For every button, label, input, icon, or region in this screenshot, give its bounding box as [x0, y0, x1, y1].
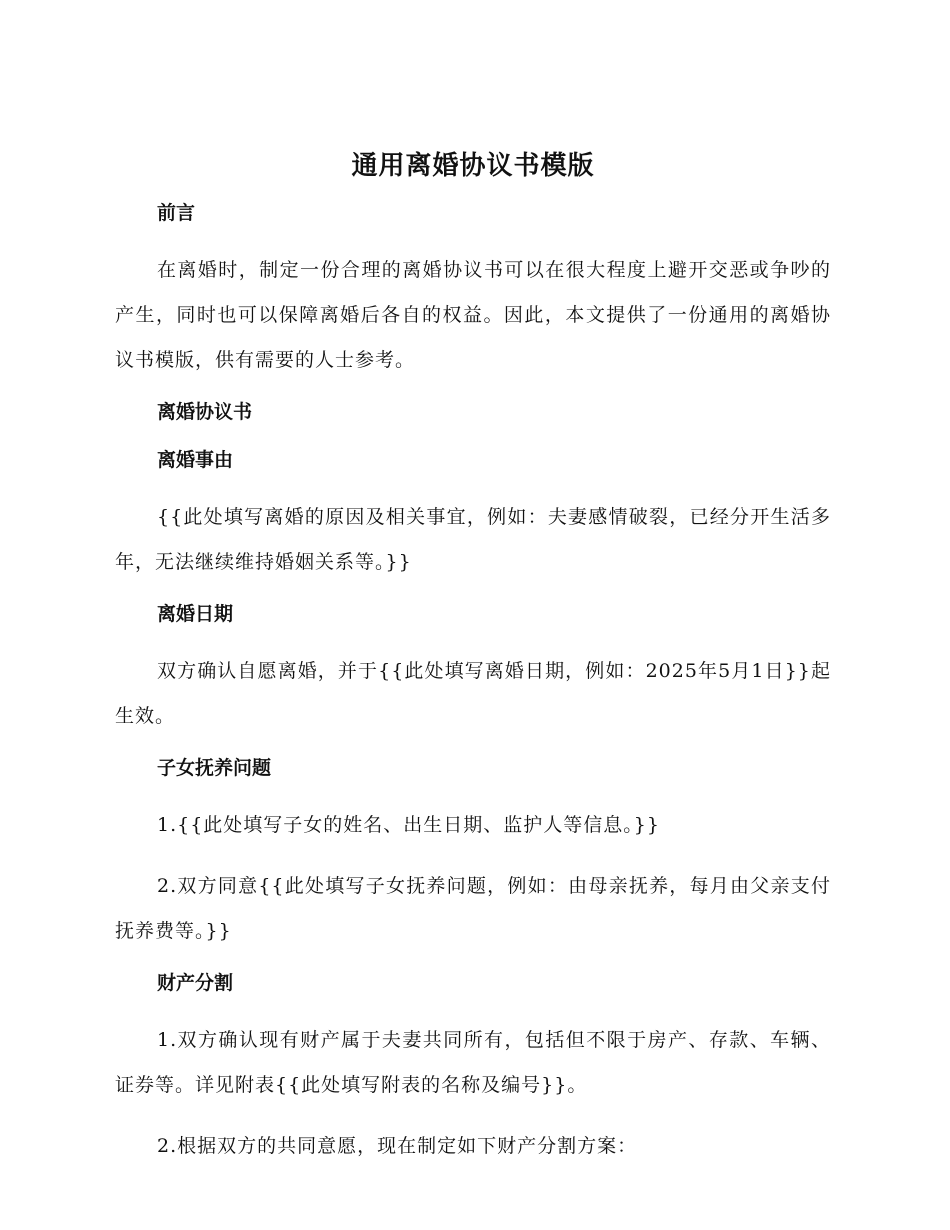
property-item-1: 1.双方确认现有财产属于夫妻共同所有，包括但不限于房产、存款、车辆、证券等。详见附表{{此处填写附表的名称及编号}}。 — [115, 1029, 831, 1096]
section-heading-child-custody: 子女抚养问题 — [157, 757, 272, 779]
document-title: 通用离婚协议书模版 — [351, 151, 595, 181]
section-heading-preface: 前言 — [157, 202, 196, 224]
section-heading-agreement: 离婚协议书 — [157, 401, 253, 423]
section-heading-date: 离婚日期 — [157, 603, 234, 625]
reason-paragraph: {{此处填写离婚的原因及相关事宜，例如：夫妻感情破裂，已经分开生活多年，无法继续维持婚姻关系等。}} — [115, 506, 831, 573]
child-custody-item-1: 1.{{此处填写子女的姓名、出生日期、监护人等信息。}} — [157, 814, 660, 836]
document-body — [115, 146, 831, 1185]
date-paragraph: 双方确认自愿离婚，并于{{此处填写离婚日期，例如：2025年5月1日}}起生效。 — [115, 660, 831, 727]
property-item-2: 2.根据双方的共同意愿，现在制定如下财产分割方案： — [157, 1135, 638, 1157]
section-heading-property: 财产分割 — [157, 972, 234, 994]
section-heading-reason: 离婚事由 — [157, 449, 234, 471]
preface-paragraph: 在离婚时，制定一份合理的离婚协议书可以在很大程度上避开交恶或争吵的产生，同时也可以保障离婚后各自的权益。因此，本文提供了一份通用的离婚协议书模版，供有需要的人士参考。 — [115, 259, 831, 371]
child-custody-item-2: 2.双方同意{{此处填写子女抚养问题，例如：由母亲抚养，每月由父亲支付抚养费等。}} — [115, 875, 831, 942]
